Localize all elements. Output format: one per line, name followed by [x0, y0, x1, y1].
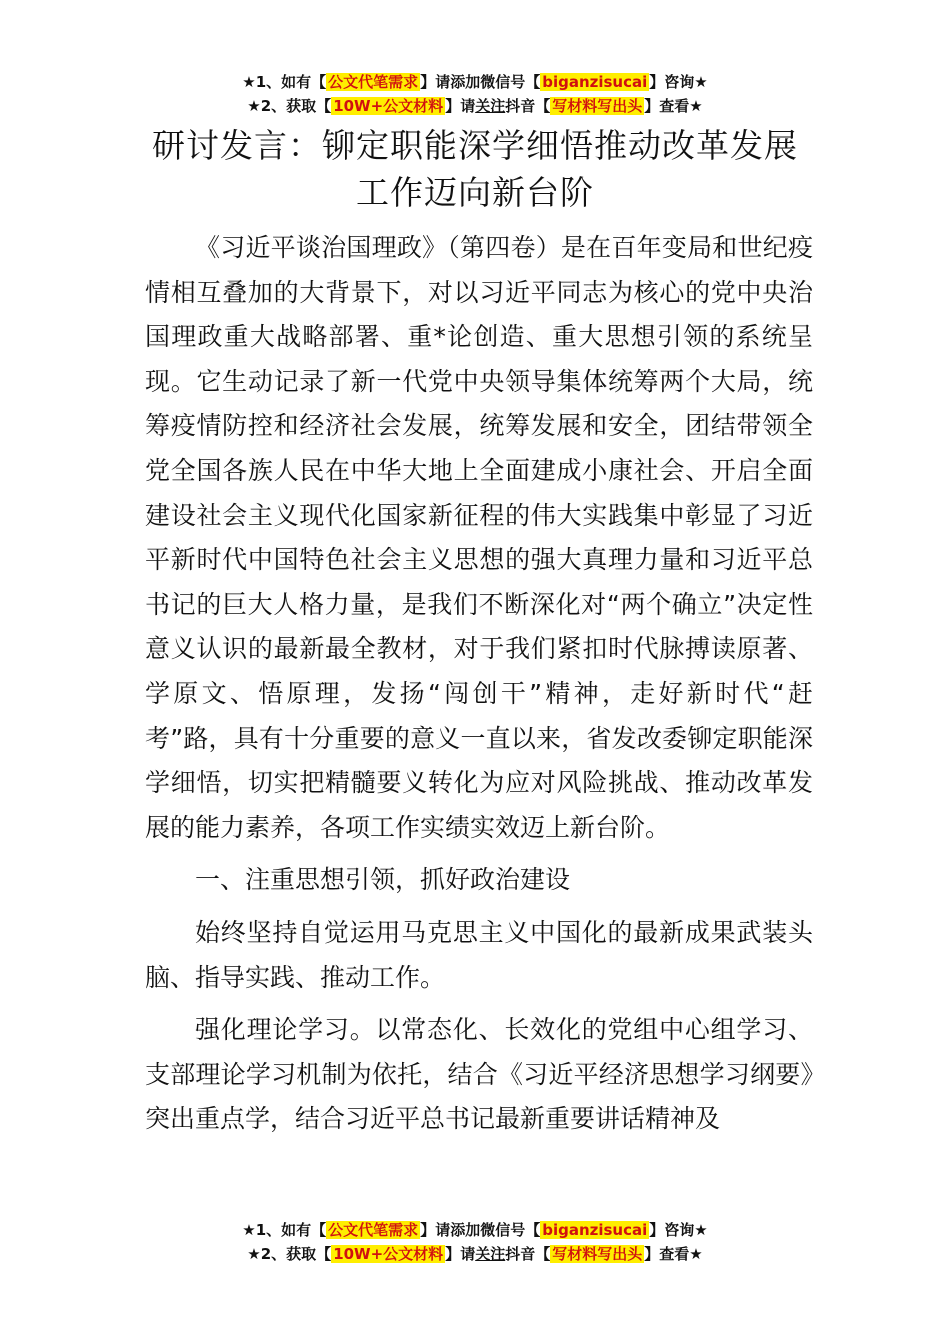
paragraph-theory-study: 强化理论学习。以常态化、长效化的党组中心组学习、支部理论学习机制为依托，结合《习近平经济思想学习纲要》突出重点学，结合习近平总书记最新重要讲话精神及 [145, 1015, 813, 1134]
promo-line-2: ★2、获取【 10W+公文材料 】请关注抖音【 写材料写出头 】查看★ [247, 97, 703, 115]
promo-line-1: ★1、如有【 公文代笔需求 】请添加微信号【 biganzisucai 】咨询★ [242, 1221, 708, 1239]
promo-line-2: ★2、获取【 10W+公文材料 】请关注抖音【 写材料写出头 】查看★ [247, 1245, 703, 1263]
paragraph-section-1: 始终坚持自觉运用马克思主义中国化的最新成果武装头脑、指导实践、推动工作。 [145, 917, 813, 992]
document-body [145, 226, 813, 1142]
highlight-wechat-id: biganzisucai [542, 1221, 648, 1239]
promo-line-1: ★1、如有【 公文代笔需求 】请添加微信号【 biganzisucai 】咨询★ [242, 73, 708, 91]
highlight-wechat-id: biganzisucai [542, 73, 648, 91]
document-title [0, 122, 950, 216]
highlight-douyin-account: 写材料写出头 [552, 1245, 643, 1263]
underline-follow: 关注 [475, 1245, 506, 1263]
promo-banner-top [0, 70, 950, 118]
title-line-1: 研讨发言：铆定职能深学细悟推动改革发展 [152, 126, 798, 165]
section-heading-1: 一、注重思想引领，抓好政治建设 [195, 865, 571, 895]
highlight-service: 公文代笔需求 [328, 1221, 419, 1239]
highlight-douyin-account: 写材料写出头 [552, 97, 643, 115]
highlight-service: 公文代笔需求 [328, 73, 419, 91]
paragraph-intro: 《习近平谈治国理政》（第四卷）是在百年变局和世纪疫情相互叠加的大背景下，对以习近平同志为核心的党中央治国理政重大战略部署、重*论创造、重大思想引领的系统呈现。它生动记录了新一代党中央领导集体统筹两个大局，统筹疫情防控和经济社会发展，统筹发展和安全，团结带领全党全国各族人民在中华大地上全面建成小康社会、开启全面建设社会主义现代化国家新征程的伟大实践集中彰显了习近平新时代中国特色社会主义思想的强大真理力量和习近平总书记的巨大人格力量，是我们不断深化对“两个确立”决定性意义认识的最新最全教材，对于我们紧扣时代脉搏读原著、学原文、悟原理，发扬“闯创干”精神，走好新时代“赶考”路，具有十分重要的意义一直以来，省发改委铆定职能深学细悟，切实把精髓要义转化为应对风险挑战、推动改革发展的能力素养，各项工作实绩实效迈上新台阶。 [145, 233, 813, 842]
underline-follow: 关注 [475, 97, 506, 115]
title-line-2: 工作迈向新台阶 [356, 173, 594, 212]
highlight-materials: 10W+公文材料 [333, 1245, 444, 1263]
highlight-materials: 10W+公文材料 [333, 97, 444, 115]
promo-banner-bottom [0, 1218, 950, 1266]
